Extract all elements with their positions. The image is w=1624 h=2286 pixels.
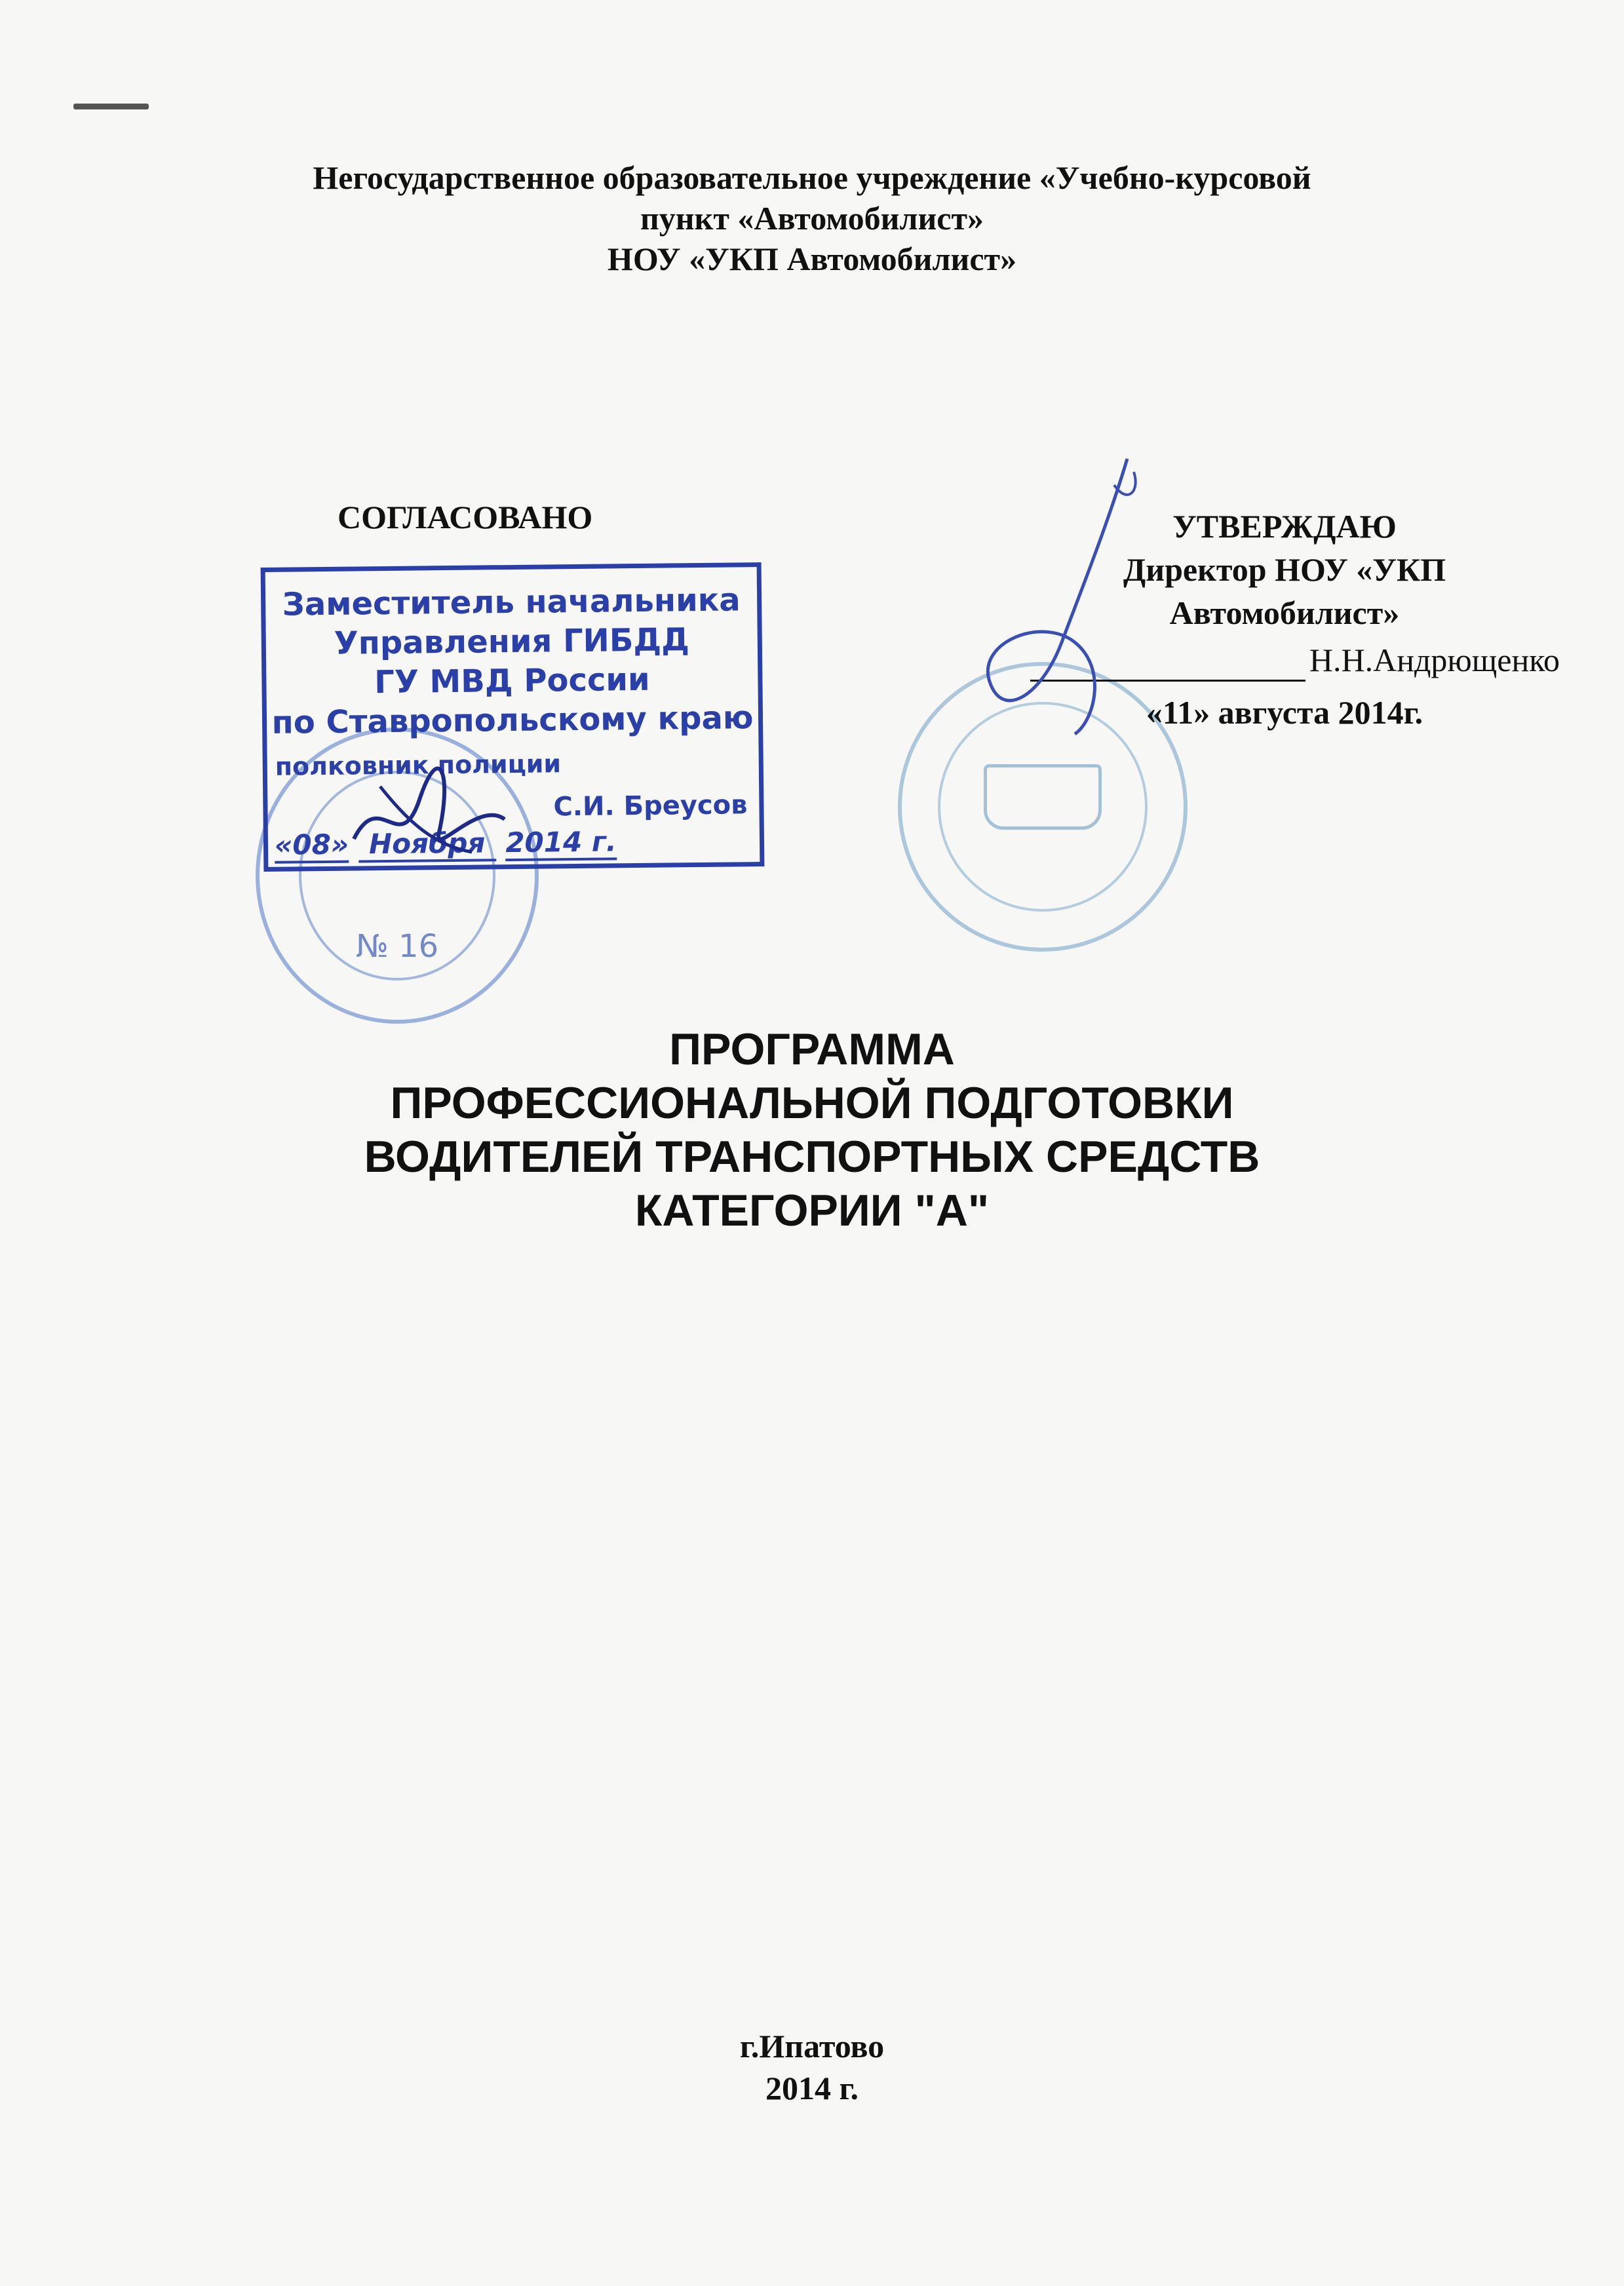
title-line-4: КАТЕГОРИИ "А"	[634, 1186, 990, 1235]
footer-year: 2014 г.	[765, 2070, 859, 2106]
stamp-date-day: «08»	[275, 828, 349, 864]
title-line-2: ПРОФЕССИОНАЛЬНОЙ ПОДГОТОВКИ	[390, 1078, 1234, 1128]
organization-header	[0, 157, 1624, 279]
title-line-1: ПРОГРАММА	[669, 1024, 955, 1074]
stamp-line-1: Заместитель начальника	[282, 581, 741, 623]
footer-city: г.Ипатово	[739, 2028, 885, 2064]
approve-block	[1009, 505, 1560, 734]
agreed-label: СОГЛАСОВАНО	[338, 499, 593, 535]
scan-mark	[73, 104, 149, 109]
org-short-name: НОУ «УКП Автомобилист»	[607, 241, 1017, 277]
title-line-3: ВОДИТЕЛЕЙ ТРАНСПОРТНЫХ СРЕДСТВ	[364, 1132, 1260, 1182]
stamp-rank: полковник полиции	[275, 749, 562, 781]
stamp-signer: С.И. Бреусов	[553, 790, 748, 823]
book-emblem-icon	[984, 764, 1102, 830]
stamp-date-year: 2014 г.	[505, 825, 617, 861]
seal-number: № 16	[355, 928, 439, 965]
stamp-line-2: Управления ГИБДД	[334, 621, 690, 662]
approve-date: «11» августа 2014г.	[1146, 694, 1423, 731]
approve-label: УТВЕРЖДАЮ	[1172, 508, 1397, 545]
stamp-date	[275, 825, 617, 863]
footer	[0, 2025, 1624, 2109]
approval-stamp	[261, 562, 765, 872]
org-line-1: Негосударственное образовательное учреждение «Учебно-курсовой	[313, 159, 1311, 196]
org-line-2: пункт «Автомобилист»	[640, 200, 984, 237]
approve-position-1: Директор НОУ «УКП	[1123, 551, 1446, 588]
approve-position-2: Автомобилист»	[1169, 594, 1400, 631]
stamp-line-3: ГУ МВД России	[374, 661, 650, 701]
signature-line	[1009, 638, 1560, 682]
approve-signer: Н.Н.Андрющенко	[1309, 642, 1560, 678]
stamp-date-month: Ноября	[358, 826, 496, 862]
stamp-line-4: по Ставропольскому краю	[271, 699, 754, 741]
signature-underline	[1030, 647, 1305, 682]
document-title	[0, 1022, 1624, 1237]
